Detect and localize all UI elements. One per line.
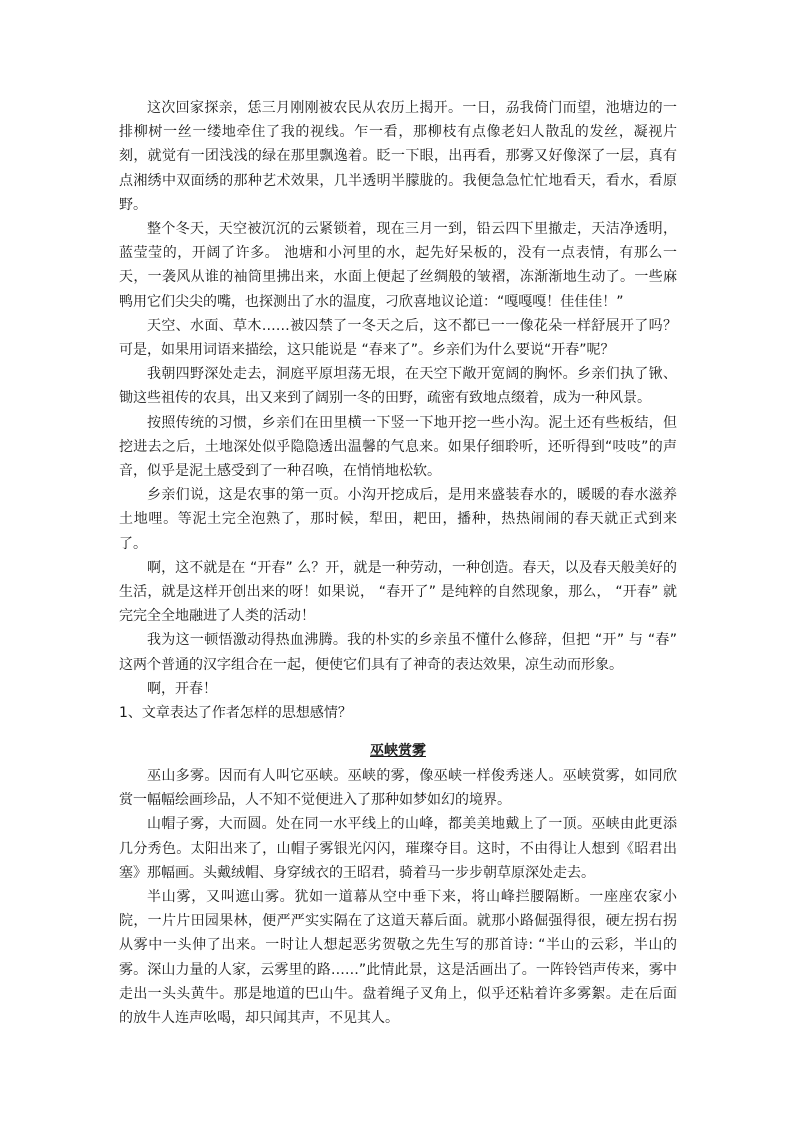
paragraph: 山帽子雾，大而圆。处在同一水平线上的山峰，都美美地戴上了一顶。巫峡由此更添几分秀色。太阳出来了，山帽子雾银光闪闪，璀璨夺目。这时，不由得让人想到《昭君出塞》那幅画。头戴绒帽、身穿绒衣的王昭君，骑着马一步步朝草原深处走去。: [119, 816, 677, 881]
paragraph: 按照传统的习惯，乡亲们在田里横一下竖一下地开挖一些小沟。泥土还有些板结，但挖进去之后，土地深处似乎隐隐透出温馨的气息来。如果仔细聆听，还听得到“吱吱”的声音，似乎是泥土感受到了一种召唤，在悄悄地松软。: [119, 414, 677, 480]
passage-title: 巫峡赏雾: [370, 743, 426, 759]
paragraph: 我为这一顿悟激动得热血沸腾。我的朴实的乡亲虽不懂什么修辞，但把 “开” 与 “春” 这两个普通的汉字组合在一起，便使它们具有了神奇的表达效果，凉生动而形象。: [119, 632, 677, 673]
question-1: 1、文章表达了作者怎样的思想感情？: [119, 705, 352, 722]
paragraph: 巫山多雾。因而有人叫它巫峡。巫峡的雾，像巫峡一样俊秀迷人。巫峡赏雾，如同欣赏一幅幅绘画珍品，人不知不觉便进入了那种如梦如幻的境界。: [119, 768, 677, 809]
paragraph: 啊，开春！: [147, 680, 217, 697]
paragraph: 天空、水面、草木……被囚禁了一冬天之后，这不都已一一像花朵一样舒展开了吗？可是，如果用词语来描绘，这只能说是 “春来了”。乡亲们为什么要说“开春”呢？: [119, 317, 677, 359]
paragraph: 这次回家探亲，恁三月刚刚被农民从农历上揭开。一日，刕我倚门而望，池塘边的一排柳树一丝一缕地牵住了我的视线。乍一看，那柳枝有点像老妇人散乱的发丝，凝视片刻，就觉有一团浅浅的绿在那里飘逸着。眨一下眼，出再看，那雾又好像深了一层，真有点湘绣中双面绣的那种艺术效果，几半透明半朦胧的。我便急急忙忙地看天，看水，看原野。: [119, 100, 677, 213]
paragraph: 半山雾，又叫遮山雾。犹如一道幕从空中垂下来，将山峰拦腰隔断。一座座农家小院，一片片田园果林，便严严实实隔在了这道天幕后面。就那小路倔强得很，硬左拐右拐从雾中一头伸了出来。一时让人想起恶劣贺敬之先生写的那首诗: “半山的云彩，半山的雾。深山力量的人家，云雾里的路……”此情此景，这是活画出了。一阵铃铛声传来，雾中走出一头头黄牛。那是地道的巴山牛。盘着绳子叉角上，似乎还粘着许多雾絮。走在后面的放牛人连声吆喝，却只闻其声，不见其人。: [119, 889, 677, 1027]
paragraph: 啊，这不就是在 “开春” 么？开，就是一种劳动，一种创造。春天，以及春天般美好的生活，就是这样开创出来的呀！如果说， “春开了” 是纯粹的自然现象，那么， “开春” 就完完全全地融进了人类的活动！: [119, 559, 677, 625]
passage-1: [119, 96, 677, 725]
passage-2: [119, 740, 677, 1030]
paragraph: 乡亲们说，这是农事的第一页。小沟开挖成后，是用来盛装春水的，暖暖的春水滋养土地哩。等泥土完全泡熟了，那时候，犁田，耙田，播种，热热闹闹的春天就正式到来了。: [119, 487, 677, 552]
paragraph: 我朝四野深处走去，洞庭平原坦荡无垠，在天空下敞开宽阔的胸怀。乡亲们执了锹、锄这些祖传的农具，出又来到了阔别一冬的田野，疏密有致地点缀着，成为一种风景。: [119, 366, 677, 407]
paragraph: 整个冬天，天空被沉沉的云紧锁着，现在三月一到，铅云四下里撤走，天洁净透明，蓝莹莹的，开阔了许多。 池塘和小河里的水，起先好呆板的，没有一点表情，有那么一天，一袭风从谁的袖筒里拂出来，水面上便起了丝绸般的皱褶，冻渐渐地生动了。一些麻鸭用它们尖尖的嘴，也探测出了水的温度，刁欣喜地议论道：“嘎嘎嘎！佳佳佳！”: [119, 221, 677, 310]
